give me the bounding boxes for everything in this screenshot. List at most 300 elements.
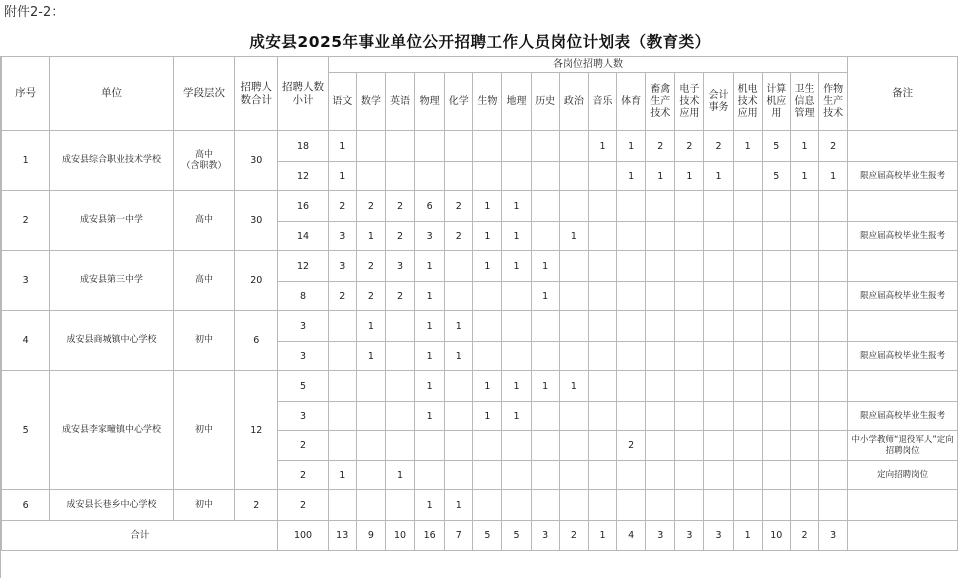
- subject-count: [356, 131, 385, 162]
- subject-count: 1: [415, 402, 445, 431]
- subject-count: 1: [415, 251, 445, 282]
- subject-count: 1: [646, 162, 675, 191]
- subject-count: [819, 490, 848, 521]
- subject-count: [588, 191, 616, 222]
- unit-seq: 6: [2, 490, 50, 521]
- subject-count: [646, 282, 675, 311]
- subject-count: [704, 490, 733, 521]
- header-subject: 作物生产技术: [819, 73, 848, 131]
- table-row: [2, 131, 958, 162]
- subject-count: [559, 490, 588, 521]
- subject-count: [646, 431, 675, 461]
- subject-count: 1: [473, 251, 502, 282]
- subject-count: [588, 311, 616, 342]
- header-subject: 英语: [385, 73, 414, 131]
- subject-count: [790, 222, 818, 251]
- header-subject: 语文: [328, 73, 356, 131]
- subject-count: [762, 490, 790, 521]
- unit-level: 高中 （含职教）: [173, 131, 234, 191]
- header-subject: 电子技术应用: [675, 73, 704, 131]
- subject-count: [559, 251, 588, 282]
- table-row: [2, 490, 958, 521]
- header-total: 招聘人数合计: [235, 57, 278, 131]
- row-subtotal: 12: [278, 162, 328, 191]
- subject-count: [385, 402, 414, 431]
- unit-level: 高中: [173, 251, 234, 311]
- unit-total: 6: [235, 311, 278, 371]
- subject-count: [646, 311, 675, 342]
- subject-count: 1: [445, 342, 473, 371]
- header-subject: 地理: [502, 73, 531, 131]
- subject-count: [675, 490, 704, 521]
- header-seq: 序号: [2, 57, 50, 131]
- subject-count: [445, 282, 473, 311]
- subject-count: 1: [356, 222, 385, 251]
- subject-count: 1: [415, 282, 445, 311]
- row-note: [848, 131, 958, 162]
- header-unit: 单位: [50, 57, 174, 131]
- row-subtotal: 12: [278, 251, 328, 282]
- row-subtotal: 5: [278, 371, 328, 402]
- unit-level: 高中: [173, 191, 234, 251]
- header-subject: 卫生信息管理: [790, 73, 818, 131]
- subject-count: [445, 131, 473, 162]
- row-subtotal: 2: [278, 490, 328, 521]
- subject-count: [762, 342, 790, 371]
- subject-count: [790, 490, 818, 521]
- header-subject: 历史: [531, 73, 559, 131]
- subject-count: [559, 131, 588, 162]
- subject-count: [704, 461, 733, 490]
- subject-count: [473, 311, 502, 342]
- subject-count: [531, 131, 559, 162]
- row-subtotal: 16: [278, 191, 328, 222]
- subject-count: [790, 311, 818, 342]
- subject-count: [559, 311, 588, 342]
- totals-subject-count: 2: [559, 521, 588, 551]
- subject-count: [617, 282, 646, 311]
- subject-count: 1: [356, 342, 385, 371]
- totals-subject-count: 10: [762, 521, 790, 551]
- row-note: 定向招聘岗位: [848, 461, 958, 490]
- subject-count: [588, 282, 616, 311]
- subject-count: 1: [473, 402, 502, 431]
- subject-count: [531, 431, 559, 461]
- subject-count: 1: [790, 131, 818, 162]
- subject-count: [733, 191, 762, 222]
- subject-count: [675, 402, 704, 431]
- subject-count: 2: [646, 131, 675, 162]
- subject-count: [502, 461, 531, 490]
- subject-count: 1: [473, 191, 502, 222]
- totals-subject-count: 3: [675, 521, 704, 551]
- subject-count: 6: [415, 191, 445, 222]
- subject-count: 1: [617, 162, 646, 191]
- subject-count: [704, 222, 733, 251]
- subject-count: 1: [531, 282, 559, 311]
- unit-seq: 1: [2, 131, 50, 191]
- subject-count: [704, 342, 733, 371]
- subject-count: [819, 282, 848, 311]
- subject-count: 1: [819, 162, 848, 191]
- subject-count: [617, 191, 646, 222]
- subject-count: [356, 162, 385, 191]
- subject-count: [385, 490, 414, 521]
- row-note: 中小学教师“退役军人”定向招聘岗位: [848, 431, 958, 461]
- totals-subject-count: 16: [415, 521, 445, 551]
- subject-count: 1: [502, 371, 531, 402]
- subject-count: [588, 461, 616, 490]
- subject-count: [617, 371, 646, 402]
- subject-count: [675, 431, 704, 461]
- subject-count: [502, 490, 531, 521]
- row-note: 限应届高校毕业生报考: [848, 402, 958, 431]
- subject-count: [675, 371, 704, 402]
- subject-count: [502, 311, 531, 342]
- row-subtotal: 8: [278, 282, 328, 311]
- subject-count: [675, 251, 704, 282]
- subject-count: [588, 490, 616, 521]
- unit-name: 成安县第一中学: [50, 191, 174, 251]
- table-row: [2, 371, 958, 402]
- subject-count: [445, 371, 473, 402]
- header-group: 各岗位招聘人数: [328, 57, 848, 73]
- unit-total: 12: [235, 371, 278, 490]
- subject-count: [646, 222, 675, 251]
- subject-count: [646, 251, 675, 282]
- subject-count: 1: [790, 162, 818, 191]
- subject-count: [733, 342, 762, 371]
- subject-count: 2: [445, 191, 473, 222]
- subject-count: [588, 431, 616, 461]
- subject-count: [733, 251, 762, 282]
- totals-subject-count: 5: [502, 521, 531, 551]
- totals-subject-count: 7: [445, 521, 473, 551]
- subject-count: [385, 131, 414, 162]
- subject-count: [675, 342, 704, 371]
- subject-count: [617, 222, 646, 251]
- unit-level: 初中: [173, 311, 234, 371]
- subject-count: 2: [356, 251, 385, 282]
- subject-count: [588, 222, 616, 251]
- subject-count: [704, 191, 733, 222]
- subject-count: [445, 461, 473, 490]
- header-subject: 计算机应用: [762, 73, 790, 131]
- subject-count: [588, 162, 616, 191]
- subject-count: 1: [588, 131, 616, 162]
- subject-count: [502, 431, 531, 461]
- subject-count: 2: [328, 191, 356, 222]
- subject-count: 2: [445, 222, 473, 251]
- row-note: [848, 251, 958, 282]
- subject-count: [675, 191, 704, 222]
- subject-count: [819, 191, 848, 222]
- subject-count: [385, 371, 414, 402]
- subject-count: [819, 431, 848, 461]
- subject-count: [733, 461, 762, 490]
- subject-count: [704, 431, 733, 461]
- totals-subject-count: 3: [646, 521, 675, 551]
- subject-count: 1: [385, 461, 414, 490]
- recruitment-plan-table: [1, 56, 958, 551]
- subject-count: [819, 461, 848, 490]
- subject-count: 2: [675, 131, 704, 162]
- subject-count: [617, 342, 646, 371]
- header-subject: 音乐: [588, 73, 616, 131]
- subject-count: 2: [385, 282, 414, 311]
- subject-count: [733, 371, 762, 402]
- subject-count: [790, 251, 818, 282]
- header-subtotal: 招聘人数小计: [278, 57, 328, 131]
- subject-count: [675, 311, 704, 342]
- row-note: 限应届高校毕业生报考: [848, 342, 958, 371]
- subject-count: [819, 371, 848, 402]
- subject-count: [819, 251, 848, 282]
- header-subject: 政治: [559, 73, 588, 131]
- subject-count: [531, 162, 559, 191]
- subject-count: [502, 342, 531, 371]
- subject-count: [415, 431, 445, 461]
- subject-count: [415, 131, 445, 162]
- subject-count: [385, 311, 414, 342]
- subject-count: 2: [385, 222, 414, 251]
- subject-count: 2: [385, 191, 414, 222]
- subject-count: [762, 251, 790, 282]
- subject-count: [559, 402, 588, 431]
- row-subtotal: 14: [278, 222, 328, 251]
- totals-subject-count: 9: [356, 521, 385, 551]
- totals-subject-count: 2: [790, 521, 818, 551]
- subject-count: 2: [328, 282, 356, 311]
- subject-count: [559, 162, 588, 191]
- subject-count: 1: [445, 311, 473, 342]
- subject-count: [502, 162, 531, 191]
- subject-count: [588, 251, 616, 282]
- subject-count: [328, 402, 356, 431]
- unit-total: 30: [235, 191, 278, 251]
- unit-total: 2: [235, 490, 278, 521]
- subject-count: [385, 162, 414, 191]
- totals-subject-count: 13: [328, 521, 356, 551]
- subject-count: 1: [328, 131, 356, 162]
- subject-count: [356, 490, 385, 521]
- subject-count: 3: [385, 251, 414, 282]
- totals-sum: 100: [278, 521, 328, 551]
- subject-count: [762, 311, 790, 342]
- subject-count: [762, 222, 790, 251]
- header-subject: 数学: [356, 73, 385, 131]
- row-subtotal: 2: [278, 461, 328, 490]
- subject-count: 1: [559, 371, 588, 402]
- subject-count: [704, 311, 733, 342]
- header-level: 学段层次: [173, 57, 234, 131]
- header-subject: 体育: [617, 73, 646, 131]
- row-subtotal: 2: [278, 431, 328, 461]
- subject-count: [790, 282, 818, 311]
- subject-count: 1: [531, 371, 559, 402]
- subject-count: [473, 431, 502, 461]
- subject-count: [531, 461, 559, 490]
- subject-count: [328, 431, 356, 461]
- subject-count: [356, 431, 385, 461]
- subject-count: 1: [704, 162, 733, 191]
- totals-subject-count: 3: [531, 521, 559, 551]
- subject-count: [588, 402, 616, 431]
- subject-count: [445, 402, 473, 431]
- subject-count: [502, 282, 531, 311]
- unit-name: 成安县长巷乡中心学校: [50, 490, 174, 521]
- subject-count: [473, 131, 502, 162]
- unit-name: 成安县商城镇中心学校: [50, 311, 174, 371]
- subject-count: [617, 251, 646, 282]
- subject-count: [559, 282, 588, 311]
- subject-count: [385, 431, 414, 461]
- unit-level: 初中: [173, 490, 234, 521]
- subject-count: 2: [819, 131, 848, 162]
- subject-count: [704, 251, 733, 282]
- subject-count: [646, 371, 675, 402]
- totals-row: [2, 521, 958, 551]
- subject-count: 3: [328, 222, 356, 251]
- totals-subject-count: 1: [588, 521, 616, 551]
- subject-count: 1: [559, 222, 588, 251]
- subject-count: [733, 311, 762, 342]
- unit-level: 初中: [173, 371, 234, 490]
- unit-name: 成安县第三中学: [50, 251, 174, 311]
- subject-count: 2: [356, 191, 385, 222]
- subject-count: [762, 282, 790, 311]
- subject-count: [531, 311, 559, 342]
- unit-seq: 2: [2, 191, 50, 251]
- subject-count: [646, 461, 675, 490]
- row-note: 限应届高校毕业生报考: [848, 282, 958, 311]
- subject-count: [675, 282, 704, 311]
- totals-subject-count: 3: [704, 521, 733, 551]
- subject-count: 1: [415, 490, 445, 521]
- header-subject: 化学: [445, 73, 473, 131]
- subject-count: [790, 191, 818, 222]
- subject-count: [559, 342, 588, 371]
- subject-count: 2: [356, 282, 385, 311]
- subject-count: [617, 490, 646, 521]
- header-subject: 机电技术应用: [733, 73, 762, 131]
- subject-count: [356, 371, 385, 402]
- subject-count: [733, 222, 762, 251]
- subject-count: [733, 490, 762, 521]
- subject-count: [704, 282, 733, 311]
- row-note: [848, 191, 958, 222]
- subject-count: [819, 311, 848, 342]
- header-subject: 畜禽生产技术: [646, 73, 675, 131]
- subject-count: [531, 490, 559, 521]
- subject-count: [704, 402, 733, 431]
- header-subject: 生物: [473, 73, 502, 131]
- table-row: [2, 191, 958, 222]
- subject-count: [473, 461, 502, 490]
- unit-seq: 4: [2, 311, 50, 371]
- subject-count: 1: [415, 311, 445, 342]
- subject-count: 2: [617, 431, 646, 461]
- totals-subject-count: 10: [385, 521, 414, 551]
- totals-subject-count: 3: [819, 521, 848, 551]
- subject-count: [762, 431, 790, 461]
- subject-count: [328, 342, 356, 371]
- subject-count: 2: [704, 131, 733, 162]
- subject-count: 3: [328, 251, 356, 282]
- subject-count: [531, 222, 559, 251]
- subject-count: [588, 342, 616, 371]
- subject-count: 1: [502, 191, 531, 222]
- unit-seq: 5: [2, 371, 50, 490]
- subject-count: 1: [531, 251, 559, 282]
- unit-total: 30: [235, 131, 278, 191]
- subject-count: 1: [473, 371, 502, 402]
- subject-count: [559, 461, 588, 490]
- row-note: [848, 490, 958, 521]
- subject-count: [385, 342, 414, 371]
- subject-count: [646, 402, 675, 431]
- subject-count: [790, 402, 818, 431]
- subject-count: [445, 251, 473, 282]
- subject-count: [762, 461, 790, 490]
- unit-name: 成安县李家疃镇中心学校: [50, 371, 174, 490]
- subject-count: [646, 342, 675, 371]
- row-note: [848, 371, 958, 402]
- header-subject: 物理: [415, 73, 445, 131]
- subject-count: 5: [762, 131, 790, 162]
- subject-count: [473, 282, 502, 311]
- row-note: 限应届高校毕业生报考: [848, 222, 958, 251]
- subject-count: [328, 371, 356, 402]
- subject-count: [675, 461, 704, 490]
- header-subject: 会计事务: [704, 73, 733, 131]
- subject-count: 1: [502, 402, 531, 431]
- subject-count: [531, 342, 559, 371]
- subject-count: [733, 282, 762, 311]
- subject-count: [531, 402, 559, 431]
- subject-count: [415, 162, 445, 191]
- subject-count: [762, 371, 790, 402]
- unit-seq: 3: [2, 251, 50, 311]
- subject-count: [415, 461, 445, 490]
- subject-count: [733, 162, 762, 191]
- subject-count: [473, 342, 502, 371]
- attachment-label: 附件2-2：: [4, 5, 65, 20]
- subject-count: [328, 490, 356, 521]
- row-subtotal: 18: [278, 131, 328, 162]
- subject-count: [790, 461, 818, 490]
- page-title: 成安县2025年事业单位公开招聘工作人员岗位计划表（教育类）: [249, 33, 711, 51]
- subject-count: [559, 191, 588, 222]
- row-subtotal: 3: [278, 402, 328, 431]
- subject-count: [588, 371, 616, 402]
- subject-count: 1: [328, 162, 356, 191]
- subject-count: 1: [415, 371, 445, 402]
- totals-subject-count: 5: [473, 521, 502, 551]
- row-subtotal: 3: [278, 311, 328, 342]
- row-subtotal: 3: [278, 342, 328, 371]
- subject-count: 1: [675, 162, 704, 191]
- totals-subject-count: 1: [733, 521, 762, 551]
- subject-count: 1: [733, 131, 762, 162]
- subject-count: [733, 431, 762, 461]
- subject-count: [617, 461, 646, 490]
- header-note: 备注: [848, 57, 958, 131]
- subject-count: [790, 371, 818, 402]
- subject-count: [790, 342, 818, 371]
- subject-count: 1: [445, 490, 473, 521]
- subject-count: [356, 402, 385, 431]
